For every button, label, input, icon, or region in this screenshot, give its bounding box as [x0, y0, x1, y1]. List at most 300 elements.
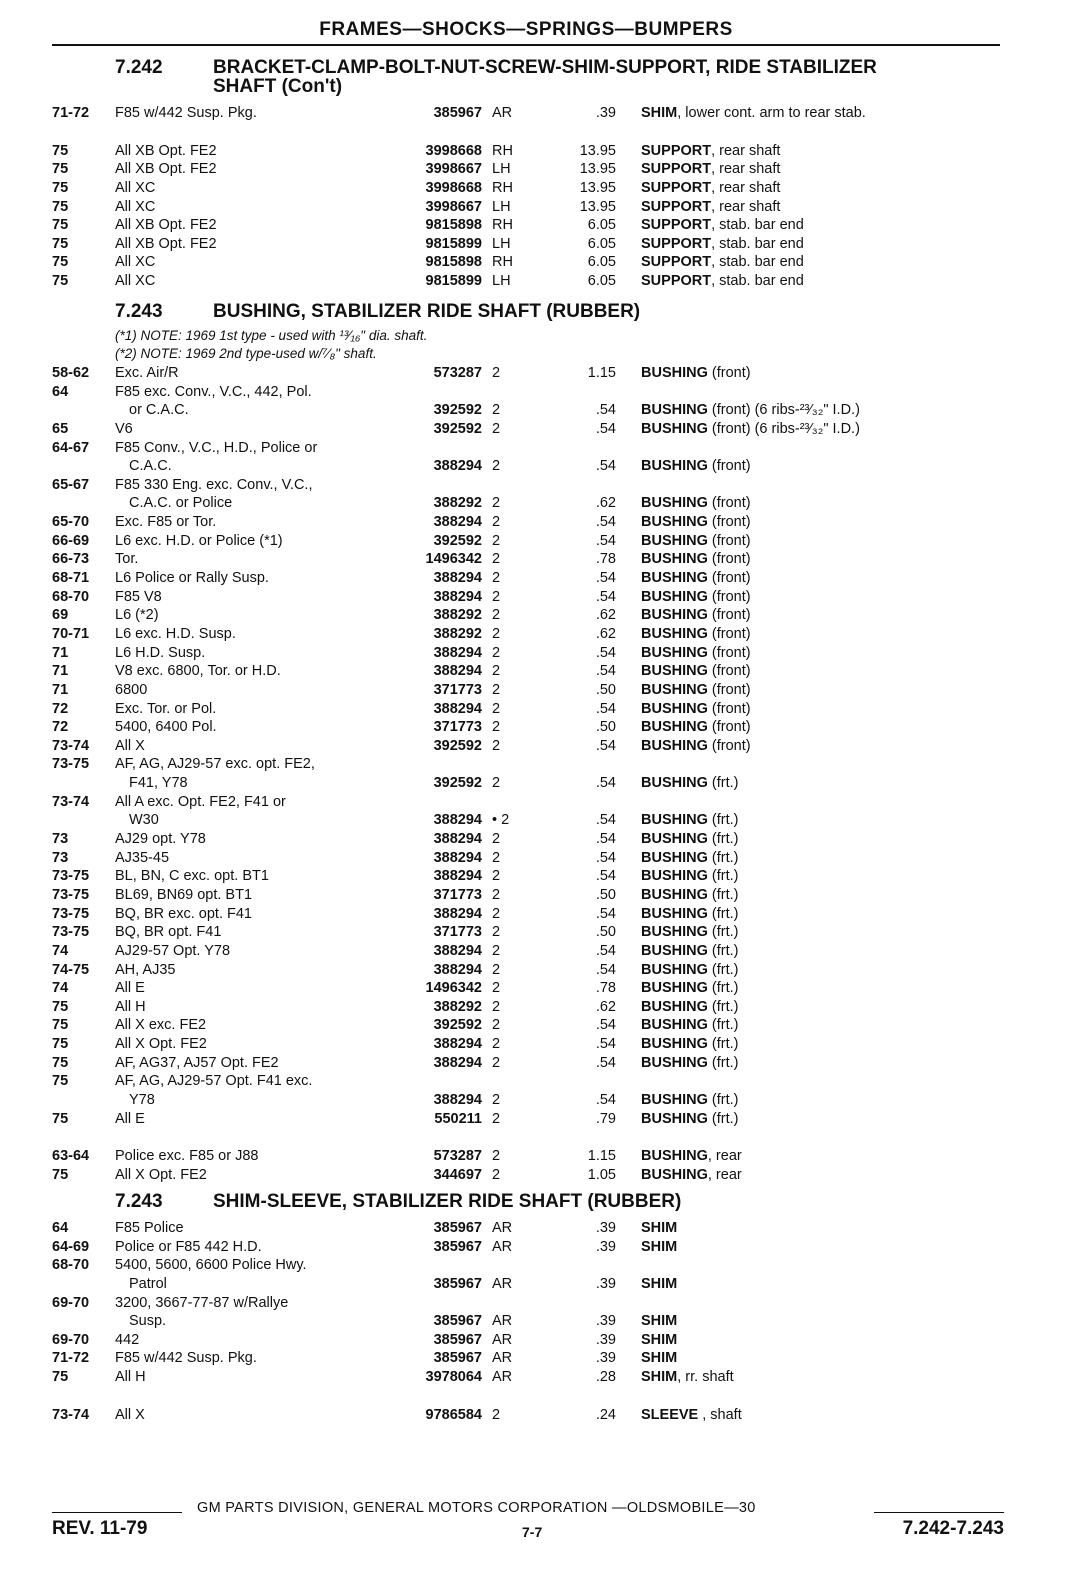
part-number: 371773	[433, 681, 482, 698]
table-row	[52, 886, 1004, 905]
price: .39	[595, 1331, 616, 1348]
description-name: SUPPORT	[641, 198, 712, 215]
description-text	[641, 458, 755, 474]
price: .62	[595, 495, 616, 512]
description-name: BUSHING	[641, 942, 708, 959]
page-footer	[52, 1500, 1004, 1560]
table-row	[52, 588, 1004, 607]
quantity: 2	[492, 1148, 501, 1165]
model-year: 63-64	[52, 1148, 90, 1165]
model-year: 75	[52, 1017, 69, 1034]
description	[641, 1219, 1004, 1238]
application-text: L6 Police or Rally Susp.	[115, 570, 273, 586]
description-name: SUPPORT	[641, 161, 712, 178]
application-text: 442	[115, 1332, 143, 1348]
model-year: 69-70	[52, 1331, 90, 1348]
table-row	[52, 1147, 1004, 1166]
quantity: 2	[492, 644, 501, 661]
description	[641, 1312, 1004, 1331]
application-text: V6	[115, 421, 137, 437]
application-text: L6 exc. H.D. Susp.	[115, 626, 240, 642]
quantity: AR	[492, 1313, 513, 1330]
application-text: All XB Opt. FE2	[115, 236, 221, 252]
model-year: 64	[52, 383, 69, 400]
description-text	[641, 254, 808, 270]
description-text	[641, 1148, 746, 1164]
table-row	[52, 811, 1004, 830]
application	[115, 1294, 445, 1313]
part-number: 9815898	[425, 217, 482, 234]
table-row	[52, 494, 1004, 513]
price: .39	[595, 1220, 616, 1236]
description-text	[641, 273, 808, 289]
table-row	[52, 235, 1004, 254]
application-text: 5400, 5600, 6600 Police Hwy.	[115, 1257, 311, 1273]
description-text	[641, 1036, 742, 1052]
description-detail: (frt.)	[707, 775, 739, 792]
part-number: 388294	[433, 942, 482, 959]
price: .54	[595, 812, 616, 829]
application	[115, 476, 445, 495]
description-text	[641, 1167, 746, 1183]
description-name: BUSHING	[641, 831, 708, 848]
quantity: • 2	[492, 812, 510, 829]
description-name: SUPPORT	[641, 273, 712, 290]
description-name: BUSHING	[641, 980, 708, 997]
section-title-7243-shim	[115, 1192, 1005, 1211]
table-row	[52, 1054, 1004, 1073]
application-text: All XB Opt. FE2	[115, 161, 221, 177]
description-text	[641, 236, 808, 252]
description-text	[641, 607, 755, 623]
part-number: 9786584	[425, 1406, 482, 1423]
quantity: 2	[492, 663, 501, 680]
part-number: 573287	[433, 1148, 482, 1165]
price: .54	[595, 961, 616, 978]
description-name: SHIM	[641, 105, 678, 121]
description-name: BUSHING	[641, 700, 708, 717]
description	[641, 272, 1004, 291]
quantity: 2	[492, 420, 501, 437]
description	[641, 644, 1004, 663]
part-number: 388294	[433, 1054, 482, 1071]
price: 13.95	[579, 142, 616, 159]
quantity: 2	[492, 402, 501, 419]
application-text: All A exc. Opt. FE2, F41 or	[115, 794, 290, 810]
section-range: 7.242-7.243	[902, 1518, 1004, 1539]
table-row	[52, 1035, 1004, 1054]
model-year: 73-75	[52, 905, 90, 922]
description-text	[641, 1111, 742, 1127]
price: .54	[595, 1091, 616, 1108]
quantity: 2	[492, 700, 501, 717]
application-text: All X Opt. FE2	[115, 1167, 211, 1183]
application	[115, 383, 445, 402]
description-detail: (front)	[707, 700, 751, 717]
table-row	[52, 142, 1004, 161]
description-text	[641, 1220, 681, 1236]
quantity: 2	[492, 1406, 501, 1423]
table-row	[52, 755, 1004, 774]
quantity: 2	[492, 551, 501, 568]
description-name: SHIM	[641, 1331, 678, 1348]
model-year: 74	[52, 980, 69, 997]
application-text: V8 exc. 6800, Tor. or H.D.	[115, 663, 285, 679]
table-row	[52, 625, 1004, 644]
application-text: or C.A.C.	[129, 402, 193, 418]
description	[641, 216, 1004, 235]
quantity: 2	[492, 737, 501, 754]
quantity: LH	[492, 273, 511, 290]
description-name: BUSHING	[641, 495, 708, 512]
price: .50	[595, 719, 616, 736]
description-text	[641, 1276, 681, 1292]
part-number: 3998667	[425, 161, 482, 178]
description-text	[641, 495, 755, 511]
description-name: SHIM	[641, 1313, 678, 1330]
description-name: BUSHING	[641, 905, 708, 922]
table-row	[52, 550, 1004, 569]
description-name: SLEEVE	[641, 1406, 699, 1423]
description-text	[641, 831, 742, 847]
description-text	[641, 1092, 742, 1108]
description	[641, 811, 1004, 830]
description-detail: (front)	[707, 663, 751, 680]
description-name: BUSHING	[641, 1036, 708, 1053]
description-detail: , stab. bar end	[711, 273, 804, 290]
price: 6.05	[587, 217, 616, 234]
description-detail: (frt.)	[707, 886, 739, 903]
price: .54	[595, 1054, 616, 1071]
quantity: LH	[492, 198, 511, 215]
part-number: 1496342	[425, 980, 482, 997]
description-text	[641, 962, 742, 978]
description-name: SUPPORT	[641, 254, 712, 271]
price: .79	[595, 1110, 616, 1127]
description-text	[641, 514, 755, 530]
price: 13.95	[579, 198, 616, 215]
application-text: Patrol	[129, 1276, 171, 1292]
description-text	[641, 105, 870, 121]
part-number: 392592	[433, 532, 482, 549]
price: .54	[595, 700, 616, 717]
price: .62	[595, 607, 616, 624]
section-notes	[115, 327, 427, 363]
table-row	[52, 457, 1004, 476]
table-row	[52, 569, 1004, 588]
table-row	[52, 700, 1004, 719]
table-row	[52, 849, 1004, 868]
quantity: 2	[492, 775, 501, 792]
description-detail: (frt.)	[707, 924, 739, 941]
price: .39	[595, 1238, 616, 1255]
part-number: 3978064	[425, 1369, 482, 1386]
note-2: (*2) NOTE: 1969 2nd type-used w/⁷⁄₈" shaft.	[115, 346, 377, 361]
part-number: 385967	[433, 105, 482, 121]
quantity: AR	[492, 1350, 513, 1367]
quantity: 2	[492, 532, 501, 549]
table-row	[52, 198, 1004, 217]
application	[115, 755, 445, 774]
part-number: 3998668	[425, 179, 482, 196]
quantity: 2	[492, 998, 501, 1015]
price: .54	[595, 868, 616, 885]
model-year: 72	[52, 719, 69, 736]
description-text	[641, 738, 755, 754]
page-number: 7-7	[522, 1524, 543, 1540]
description-text	[641, 999, 742, 1015]
description	[641, 104, 1004, 123]
footer-corporation: GM PARTS DIVISION, GENERAL MOTORS CORPORATION —OLDSMOBILE—30	[197, 1500, 756, 1516]
price: .54	[595, 1017, 616, 1034]
model-year: 69-70	[52, 1294, 90, 1311]
description-text	[641, 850, 742, 866]
table-row	[52, 104, 1004, 123]
description-name: SHIM	[641, 1275, 678, 1292]
description	[641, 198, 1004, 217]
quantity: RH	[492, 254, 513, 271]
table-row	[52, 1110, 1004, 1129]
section-heading: BUSHING, STABILIZER RIDE SHAFT (RUBBER)	[213, 301, 641, 322]
description	[641, 886, 1004, 905]
parts-table-7243-shim	[52, 1219, 1004, 1424]
table-row	[52, 420, 1004, 439]
table-row	[52, 476, 1004, 495]
price: 13.95	[579, 179, 616, 196]
model-year: 71	[52, 663, 69, 680]
description	[641, 1368, 1004, 1387]
part-number: 9815899	[425, 235, 482, 252]
description-name: BUSHING	[641, 365, 708, 381]
description	[641, 569, 1004, 588]
part-number: 388294	[433, 961, 482, 978]
price: .24	[595, 1406, 616, 1423]
description-text	[641, 663, 755, 679]
part-number: 385967	[433, 1331, 482, 1348]
model-year: 71-72	[52, 105, 90, 121]
description-detail: (front)	[707, 681, 751, 698]
description	[641, 588, 1004, 607]
part-number: 388294	[433, 849, 482, 866]
description-detail: , rear shaft	[711, 142, 781, 159]
model-year: 75	[52, 1369, 69, 1386]
description-text	[641, 1350, 681, 1366]
table-row	[52, 867, 1004, 886]
model-year: 65-70	[52, 514, 90, 531]
table-row	[52, 1016, 1004, 1035]
description-detail: (frt.)	[707, 905, 739, 922]
description-name: SHIM	[641, 1350, 678, 1367]
model-year: 66-69	[52, 532, 90, 549]
description-detail: (frt.)	[707, 998, 739, 1015]
price: .54	[595, 905, 616, 922]
description	[641, 849, 1004, 868]
quantity: 2	[492, 365, 501, 381]
description-name: BUSHING	[641, 924, 708, 941]
table-row	[52, 1349, 1004, 1368]
price: .54	[595, 942, 616, 959]
model-year: 64-67	[52, 439, 90, 456]
part-number: 9815898	[425, 254, 482, 271]
description-name: SHIM	[641, 1369, 678, 1386]
quantity: 2	[492, 849, 501, 866]
table-row	[52, 793, 1004, 812]
description-text	[641, 533, 755, 549]
part-number: 385967	[433, 1275, 482, 1292]
table-row	[52, 272, 1004, 291]
quantity: 2	[492, 719, 501, 736]
price: .54	[595, 644, 616, 661]
description-detail: (frt.)	[707, 1110, 739, 1127]
description	[641, 774, 1004, 793]
description	[641, 961, 1004, 980]
description	[641, 160, 1004, 179]
table-row	[52, 1294, 1004, 1313]
description-name: BUSHING	[641, 1054, 708, 1071]
row-spacer	[52, 1128, 1004, 1147]
description-name: BUSHING	[641, 961, 708, 978]
part-number: 3998668	[425, 142, 482, 159]
model-year: 75	[52, 998, 69, 1015]
description	[641, 179, 1004, 198]
table-row	[52, 513, 1004, 532]
description-detail: (front)	[707, 495, 751, 512]
application-text: All XB Opt. FE2	[115, 143, 221, 159]
quantity: 2	[492, 831, 501, 848]
description-name: BUSHING	[641, 607, 708, 624]
quantity: 2	[492, 458, 501, 475]
price: 1.15	[587, 1148, 616, 1165]
table-row	[52, 253, 1004, 272]
description	[641, 1349, 1004, 1368]
application-text: F85 V8	[115, 589, 166, 605]
part-number: 388294	[433, 644, 482, 661]
description	[641, 700, 1004, 719]
part-number: 388294	[433, 514, 482, 531]
part-number: 385967	[433, 1313, 482, 1330]
price: .39	[595, 1275, 616, 1292]
price: 6.05	[587, 235, 616, 252]
revision-label: REV. 11-79	[52, 1518, 148, 1539]
part-number: 392592	[433, 420, 482, 437]
description	[641, 550, 1004, 569]
model-year: 74	[52, 942, 69, 959]
quantity: 2	[492, 942, 501, 959]
application-text: AF, AG, AJ29-57 exc. opt. FE2,	[115, 756, 319, 772]
part-number: 388294	[433, 588, 482, 605]
description-detail: (frt.)	[707, 812, 739, 829]
application-text: Police or F85 442 H.D.	[115, 1239, 266, 1255]
description	[641, 606, 1004, 625]
model-year: 75	[52, 254, 69, 271]
application-text: Exc. F85 or Tor.	[115, 514, 220, 530]
table-row	[52, 179, 1004, 198]
description-text	[641, 180, 784, 196]
part-number: 392592	[433, 775, 482, 792]
table-row	[52, 1406, 1004, 1425]
price: .54	[595, 663, 616, 680]
description	[641, 979, 1004, 998]
model-year: 75	[52, 142, 69, 159]
application-text: Police exc. F85 or J88	[115, 1148, 262, 1164]
quantity: 2	[492, 1091, 501, 1108]
model-year: 64	[52, 1220, 69, 1236]
description	[641, 905, 1004, 924]
description-name: BUSHING	[641, 719, 708, 736]
application-text: BQ, BR opt. F41	[115, 924, 225, 940]
description-detail: (front)	[707, 458, 751, 475]
description-detail: (frt.)	[707, 1017, 739, 1034]
application-text: All XB Opt. FE2	[115, 217, 221, 233]
description-text	[641, 775, 742, 791]
price: .50	[595, 886, 616, 903]
application-text: Exc. Air/R	[115, 365, 183, 381]
description-detail: (front)	[707, 570, 751, 587]
description	[641, 1016, 1004, 1035]
part-number: 388294	[433, 1091, 482, 1108]
table-row	[52, 681, 1004, 700]
description	[641, 1091, 1004, 1110]
application-text: Susp.	[129, 1313, 170, 1329]
description-detail: , rear	[707, 1166, 742, 1183]
table-row	[52, 216, 1004, 235]
description	[641, 1147, 1004, 1166]
description-name: BUSHING	[641, 775, 708, 792]
application-text: AH, AJ35	[115, 962, 179, 978]
part-number: 392592	[433, 1017, 482, 1034]
application	[115, 1256, 445, 1275]
quantity: 2	[492, 625, 501, 642]
section-number: 7.242	[115, 57, 163, 78]
description-detail: (front)	[707, 607, 751, 624]
description-detail: (front)	[707, 625, 751, 642]
description	[641, 681, 1004, 700]
price: .54	[595, 1036, 616, 1053]
table-row	[52, 439, 1004, 458]
application-text: L6 H.D. Susp.	[115, 645, 209, 661]
table-row	[52, 1368, 1004, 1387]
description	[641, 1331, 1004, 1350]
description-text	[641, 719, 755, 735]
description-text	[641, 1017, 742, 1033]
table-row	[52, 401, 1004, 420]
quantity: 2	[492, 961, 501, 978]
quantity: AR	[492, 1331, 513, 1348]
description-text	[641, 161, 784, 177]
part-number: 344697	[433, 1166, 482, 1183]
table-row	[52, 364, 1004, 383]
model-year: 75	[52, 273, 69, 290]
application-text: L6 (*2)	[115, 607, 163, 623]
description	[641, 1275, 1004, 1294]
description	[641, 942, 1004, 961]
description-detail: (front)	[707, 644, 751, 661]
section-number: 7.243	[115, 1191, 163, 1212]
application-text: All XC	[115, 273, 159, 289]
part-number: 388294	[433, 1036, 482, 1053]
description-name: BUSHING	[641, 402, 708, 419]
table-row	[52, 774, 1004, 793]
price: .28	[595, 1369, 616, 1386]
description-detail: , stab. bar end	[711, 217, 804, 234]
description-name: BUSHING	[641, 681, 708, 698]
parts-table-7242	[52, 104, 1004, 291]
description-text	[641, 1055, 742, 1071]
model-year: 68-70	[52, 588, 90, 605]
table-row	[52, 1091, 1004, 1110]
description-name: BUSHING	[641, 998, 708, 1015]
price: .62	[595, 625, 616, 642]
